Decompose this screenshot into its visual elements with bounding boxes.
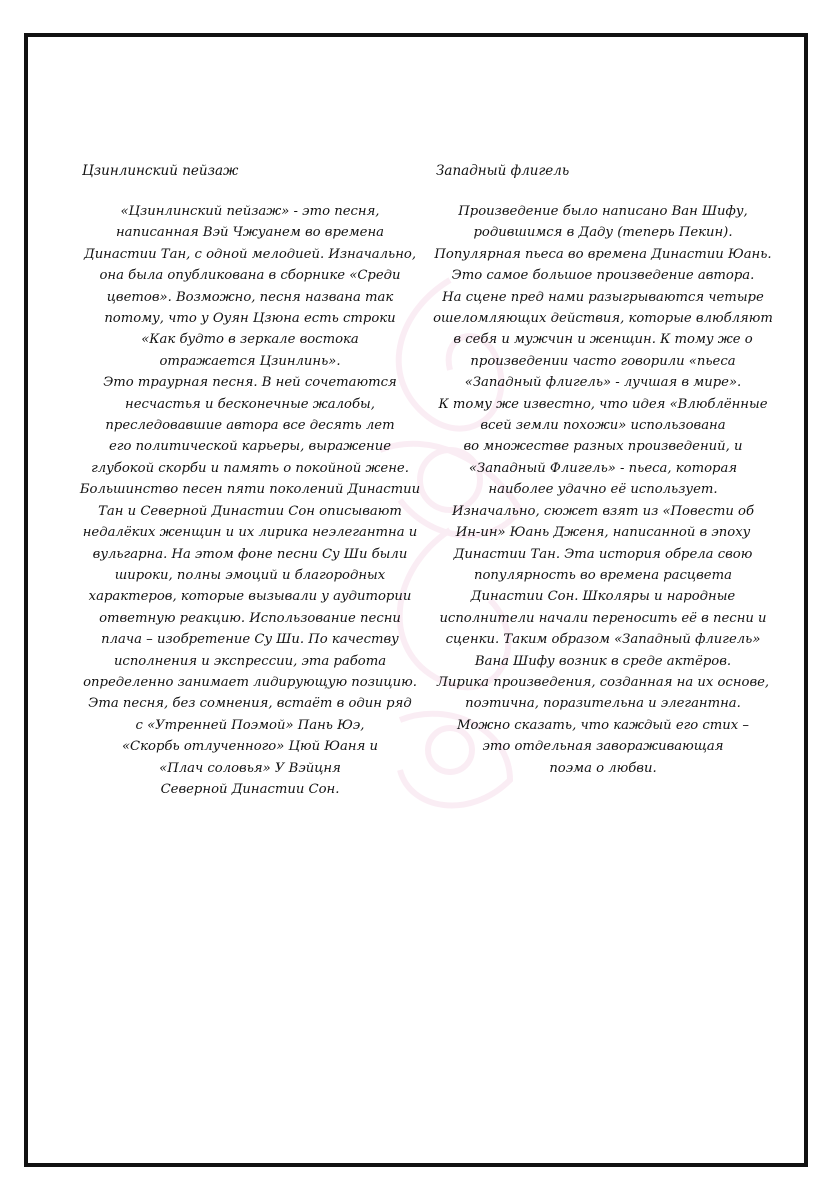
text-line: ответную реакцию. Использование песни [99, 610, 401, 626]
text-line: «Скорбь отлученного» Цюй Юаня и [121, 739, 378, 755]
text-line: во множестве разных произведений, и [463, 439, 743, 455]
text-line: его политической карьеры, выражение [108, 439, 392, 455]
text-line: вульгарна. На этом фоне песни Су Ши были [92, 546, 408, 562]
text-line: Династии Тан. Эта история обрела свою [453, 546, 753, 562]
text-line: поэма о любви. [549, 760, 657, 776]
text-line: популярность во времена расцвета [474, 567, 732, 583]
text-line: она была опубликована в сборнике «Среди [99, 268, 401, 284]
text-line: характеров, которые вызывали у аудитории [88, 589, 412, 605]
right-column [418, 160, 788, 779]
text-line: глубокой скорби и память о покойной жене. [91, 460, 409, 476]
left-column [60, 160, 440, 800]
text-line: «Западный Флигель» - пьеса, которая [468, 460, 738, 476]
text-line: Можно сказать, что каждый его стих – [456, 717, 750, 733]
text-line: «Плач соловья» У Вэйцня [159, 760, 341, 776]
text-line: Лирика произведения, созданная на их основе, [436, 674, 770, 690]
text-line: Это траурная песня. В ней сочетаются [103, 375, 397, 391]
text-line: с «Утренней Поэмой» Пань Юэ, [135, 717, 365, 733]
text-line: «Западный флигель» - лучшая в мире». [464, 375, 742, 391]
left-column-title: Цзинлинский пейзаж [82, 163, 239, 179]
text-line: К тому же известно, что идея «Влюблённые [438, 396, 768, 412]
right-column-text [418, 201, 788, 779]
text-line: Ин-ин» Юань Дженя, написанной в эпоху [455, 525, 751, 541]
text-line: ошеломляющих действия, которые влюбляют [433, 311, 773, 327]
text-line: Тан и Северной Династии Сон описывают [98, 503, 402, 519]
text-line: Династии Сон. Школяры и народные [470, 589, 736, 605]
text-line: На сцене пред нами разыгрываются четыре [442, 289, 764, 305]
text-line: сценки. Таким образом «Западный флигель» [445, 632, 761, 648]
text-line: недалёких женщин и их лирика неэлегантна и [82, 525, 418, 541]
text-line: определенно занимает лидирующую позицию. [83, 674, 417, 690]
text-line: Это самое большое произведение автора. [451, 268, 755, 284]
text-line: Популярная пьеса во времена Династии Юань. [434, 246, 772, 262]
text-line: Северной Династии Сон. [160, 781, 340, 797]
text-line: отражается Цзинлинь». [159, 353, 341, 369]
text-line: преследовавшие автора все десять лет [105, 418, 395, 434]
text-line: исполнители начали переносить её в песни и [439, 610, 767, 626]
text-line: «Как будто в зеркале востока [141, 332, 359, 348]
text-line: Вана Шифу возник в среде актёров. [474, 653, 732, 669]
left-column-text [60, 201, 440, 800]
right-column-title: Западный флигель [436, 163, 570, 179]
text-line: поэтична, поразительна и элегантна. [465, 696, 741, 712]
text-line: Большинство песен пяти поколений Династии [79, 482, 421, 498]
text-line: Изначально, сюжет взят из «Повести об [451, 503, 755, 519]
text-line: это отдельная завораживающая [482, 739, 724, 755]
text-line: потому, что у Оуян Цзюна есть строки [104, 311, 396, 327]
text-line: несчастья и бесконечные жалобы, [125, 396, 375, 412]
text-line: Произведение было написано Ван Шифу, [458, 204, 748, 219]
text-line: цветов». Возможно, песня названа так [106, 289, 394, 305]
text-line: широки, полны эмоций и благородных [114, 567, 386, 583]
text-line: произведении часто говорили «пьеса [470, 353, 736, 369]
text-line: наиболее удачно её использует. [488, 482, 718, 498]
text-line: «Цзинлинский пейзаж» - это песня, [120, 204, 380, 219]
text-line: написанная Вэй Чжуанем во времена [115, 225, 385, 241]
text-line: исполнения и экспрессии, эта работа [113, 653, 387, 669]
text-line: Эта песня, без сомнения, встаёт в один ряд [88, 696, 412, 712]
text-line: Династии Тан, с одной мелодией. Изначально, [83, 246, 417, 262]
text-line: плача – изобретение Су Ши. По качеству [101, 632, 399, 648]
text-line: всей земли похожи» использована [480, 418, 726, 434]
text-line: в себя и мужчин и женщин. К тому же о [453, 332, 753, 348]
text-line: родившимся в Даду (теперь Пекин). [473, 225, 733, 241]
